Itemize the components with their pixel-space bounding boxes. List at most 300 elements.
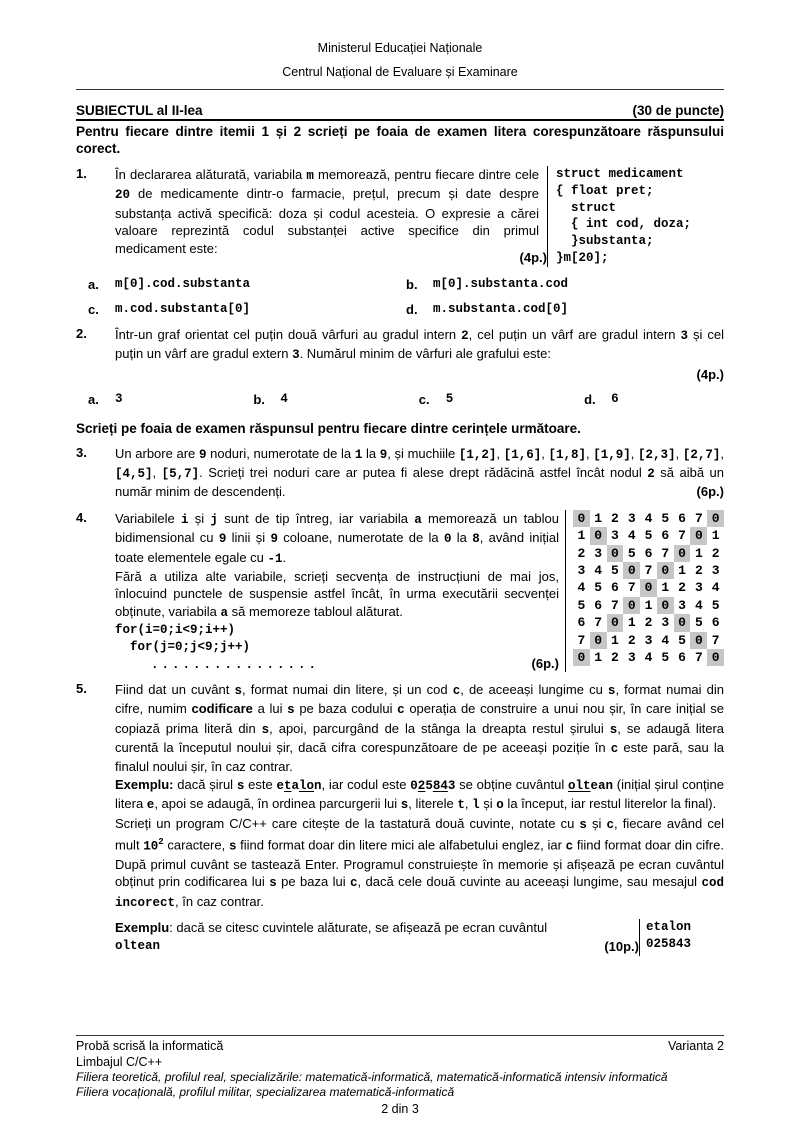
question-4-matrix [566,510,724,672]
text-segment-m: oltean [115,939,161,954]
question-4-paragraph-2 [115,568,559,622]
text-segment: , [541,445,549,461]
question-4-body [115,510,724,672]
text-segment-m: [2,7] [682,447,721,462]
matrix-cell: 0 [707,510,724,527]
text-segment: , [496,445,504,461]
question-2-text [115,326,724,365]
matrix-cell: 5 [694,615,703,631]
text-segment-m: j [210,512,218,527]
text-segment-m: e [276,778,284,793]
option-d-label: d. [584,391,596,407]
matrix-cell: 7 [627,580,636,596]
matrix-cell: 0 [607,545,624,562]
code-line: }substanta; [556,234,654,249]
text-segment: pe baza codului [294,701,398,717]
matrix-cell: 0 [623,597,640,614]
matrix-cell: 1 [678,562,686,578]
text-segment: memorează un tablou bidimensional cu [115,510,559,546]
matrix-cell: 0 [573,649,590,666]
text-segment-m: 3 [292,348,300,363]
question-3-number: 3. [76,444,87,460]
subject-title-row [76,103,724,121]
footer-exam-type: Probă scrisă la informatică [76,1039,224,1053]
text-segment-m: ean [590,778,614,793]
question-1-points: (4p.) [512,249,547,266]
matrix-row [573,527,724,544]
text-segment: , iar codul este [321,776,411,792]
page-number: 2 din 3 [381,1102,419,1116]
text-segment-m: 5 [425,778,433,793]
text-segment: la început, iar restul literelor la final). [503,796,717,812]
text-segment-m: 9 [379,447,388,462]
text-segment: se obține cuvântul [455,776,568,792]
text-segment-msup: 2 [158,837,164,848]
text-segment: coloane, numerotate de la [277,530,444,546]
question-3-text [115,445,724,501]
text-segment-m: cod incorect [115,876,724,910]
matrix-cell: 6 [678,510,686,526]
code-line: for(i=0;i<9;i++) [115,623,236,638]
matrix-cell: 7 [644,562,653,578]
matrix-cell: 4 [644,510,653,526]
text-segment: la [451,530,473,546]
matrix-cell: 1 [694,545,703,561]
text-segment-m: s [579,817,587,832]
text-segment: . Scrieți trei noduri care ar putea fi alese drept rădăcină astfel încât nodul [199,465,648,480]
matrix-cell: 2 [577,545,586,561]
text-segment-m: t [457,798,465,813]
matrix-cell: 0 [590,527,607,544]
option-a-value: 3 [115,391,123,406]
option-d-label: d. [406,301,418,317]
text-segment: la [362,445,380,461]
text-segment: , dacă cele două cuvinte au aceeași lungime, sau mesajul [357,874,702,890]
matrix-cell: 1 [661,580,670,596]
text-segment-m: s [261,722,270,737]
text-segment-m: 20 [115,188,131,203]
matrix-cell: 6 [577,615,586,631]
text-segment: (inițial șirul conține litera [115,776,724,812]
matrix-cell: 3 [694,580,703,596]
text-segment: , apoi se adaugă, în ordinea parcurgerii lui [154,796,401,812]
matrix-cell: 1 [577,528,586,544]
option-c-value: 5 [445,391,454,406]
page-footer [76,1035,724,1116]
matrix-row [573,614,724,631]
matrix-cell: 0 [640,579,657,596]
matrix-cell: 4 [577,580,586,596]
io-input-line-2: 025843 [646,937,692,952]
text-segment: , și muchiile [387,445,459,461]
option-d-value: 6 [611,391,619,406]
question-1-code-block [548,166,724,267]
footer-language: Limbajul C/C++ [76,1054,163,1069]
text-segment: este [244,776,277,792]
text-segment: . Numărul minim de vârfuri ale grafului este: [299,346,552,362]
ministry-header: Ministerul Educației Naționale [317,41,483,55]
text-segment: , cel puțin un vârf are gradul intern [468,326,681,342]
text-segment: pe baza lui [276,874,350,890]
text-segment-m: s [287,703,295,718]
matrix-cell: 5 [711,597,720,613]
text-segment: , de aceeași lungime cu [460,681,608,697]
matrix-cell: 4 [661,632,670,648]
text-segment: , [152,465,162,480]
question-1-options-row-2 [76,302,724,317]
option-a [88,392,253,407]
text-segment: și [586,815,607,831]
matrix-cell: 5 [594,580,603,596]
text-segment: , [585,445,594,461]
matrix-cell: 3 [678,597,686,613]
matrix-cell: 6 [594,597,603,613]
text-segment-m: c [452,683,461,698]
text-segment: dacă șirul [173,776,237,792]
text-segment-m: i [181,512,189,527]
text-segment: Într-un graf orientat cel puțin două vârfuri au gradul intern [115,326,462,342]
matrix-cell: 1 [711,528,720,544]
question-4-left-column [115,510,565,672]
question-4 [76,510,724,672]
matrix-cell: 6 [611,580,619,596]
question-2-points: (4p.) [696,366,724,382]
text-segment-mu: l [298,778,307,793]
question-4-code-block [115,622,559,656]
text-segment-m: e [146,798,155,813]
matrix-cell: 3 [661,615,670,631]
footer-track-2: Filiera vocațională, profilul militar, specializarea matematică-informatică [76,1084,455,1099]
matrix-cell: 0 [674,545,691,562]
matrix-cell: 4 [594,562,603,578]
text-segment-m: 2 [461,328,469,343]
section-2-instructions: Scrieți pe foaia de examen răspunsul pentru fiecare dintre cerințele următoare. [76,420,581,436]
matrix-cell: 2 [611,510,619,526]
matrix-cell: 3 [627,649,636,665]
question-5-body [115,681,724,956]
option-d [406,302,724,317]
question-2-number: 2. [76,325,87,341]
text-segment: linii și [226,530,271,546]
text-segment: , literele [408,796,458,812]
matrix-row [573,597,724,614]
question-4-number: 4. [76,509,87,525]
matrix-row [573,562,724,579]
text-segment-m: 9 [270,532,278,547]
text-segment: să memoreze tabloul alăturat. [228,603,403,619]
text-segment-m: 3 [447,778,456,793]
text-segment: de medicamente dintr-o farmacie, prețul, precum și date despre substanța activă specifică: doza și codul acesteia. O expresie a cărei valoare reprezintă codul substanței active specifice din primul medicament este: [115,186,539,256]
subject-points: (30 de puncte) [632,103,724,118]
text-segment: Fiind dat un cuvânt [115,681,235,697]
matrix-cell: 1 [594,510,603,526]
question-5-task-paragraph [115,815,724,912]
text-segment-m: c [565,839,574,854]
question-1-text [115,166,547,267]
code-line: for(j=0;j<9;j++) [115,640,251,655]
option-b-value: m[0].substanta.cod [433,276,569,291]
code-line: { float pret; [556,183,654,198]
question-5-number: 5. [76,680,87,696]
matrix-cell: 0 [690,632,707,649]
text-segment-m: s [236,778,245,793]
matrix-cell: 2 [678,580,686,596]
matrix-cell: 0 [707,649,724,666]
text-segment: , fiecare având cel mult [115,815,724,853]
matrix-row [573,632,724,649]
matrix-cell: 1 [627,615,636,631]
matrix-cell: 6 [644,545,653,561]
text-segment-m: -1 [267,551,283,566]
matrix-cell: 7 [711,632,720,648]
matrix-cell: 4 [644,649,653,665]
text-segment-m: c [606,817,615,832]
text-segment-m: s [400,798,409,813]
text-segment-b: Exemplu: [115,776,174,792]
text-segment-m: a [414,512,422,527]
option-c [419,392,584,407]
matrix-cell: 2 [694,562,703,578]
question-1-options-row-1 [76,277,724,292]
text-segment-m: [1,2] [458,447,497,462]
io-input-line-1: etalon [646,920,692,935]
question-3-body [115,445,724,501]
question-5-example-paragraph [115,776,724,815]
text-segment-m: [4,5] [115,467,153,481]
text-segment: operația de construire a unui nou șir, în care inițial se copiază prima literă din [115,701,725,736]
text-segment: , [630,445,639,461]
center-header: Centrul Național de Evaluare și Examinare [282,65,518,79]
matrix-row [573,649,724,666]
matrix-cell: 2 [711,545,720,561]
text-segment-mu: 8 [432,778,441,793]
matrix-cell: 7 [594,615,603,631]
text-segment-mu: 2 [417,778,426,793]
matrix-cell: 5 [577,597,586,613]
text-segment: caractere, [163,837,229,853]
text-segment-m: [1,8] [548,447,586,462]
text-segment-m: 1 [354,447,363,462]
text-segment: , [675,445,683,461]
option-b [253,392,418,407]
text-segment-m: a [291,778,299,793]
matrix-cell: 3 [711,562,720,578]
text-segment: , format numai din litere, și un cod [241,681,453,697]
matrix-cell: 4 [694,597,703,613]
matrix-row [573,579,724,596]
text-segment: : dacă se citesc cuvintele alăturate, se afișează pe ecran cuvântul [169,920,548,936]
question-4-dots-row [115,656,559,672]
text-segment-m: 9 [218,532,227,547]
matrix-cell: 7 [694,649,703,665]
question-3 [76,445,724,501]
text-segment-m: s [228,839,237,854]
text-segment: , [464,796,473,812]
text-segment-mu: o [306,778,315,793]
text-segment: , având inițial toate elementele egale cu [115,530,559,565]
text-segment-m: 10 [143,839,159,854]
text-segment-m: s [234,683,242,698]
text-segment-m: [1,9] [593,447,631,462]
matrix-cell: 7 [678,528,686,544]
option-a-value: m[0].cod.substanta [115,276,251,291]
code-line: }m[20]; [556,250,609,265]
text-segment: Scrieți un program C/C++ care citește de la tastatură două cuvinte, notate cu [115,815,580,831]
text-segment: , în caz contrar. [175,893,264,909]
text-segment: memorează, pentru fiecare dintre cele [313,167,539,182]
matrix-cell: 7 [661,545,670,561]
text-segment: Variabilele [115,510,181,526]
question-5-io-input-block [640,919,691,956]
text-segment-m: 9 [198,447,207,462]
footer-row-1 [76,1039,724,1055]
matrix-cell: 0 [690,527,707,544]
text-segment: a lui [252,701,288,717]
question-3-points: (6p.) [689,483,724,500]
matrix-cell: 1 [644,597,653,613]
footer-variant: Varianta 2 [667,1039,724,1053]
text-segment: . [282,549,287,565]
text-segment: , se adaugă litera curentă la începutul noului șir, dacă cifra corespunzătoare de pe aceeași poziție în [115,720,725,756]
question-5-io-example-text [115,919,639,956]
question-4-points: (6p.) [531,655,559,671]
text-segment: noduri, numerotate de la [206,445,355,461]
text-segment-m: c [610,742,619,757]
question-1-number: 1. [76,166,87,181]
text-segment: Fără a utiliza alte variabile, scrieți secvența de instrucțiuni de mai jos, înlocuind punctele de suspensie astfel încât, în urma executării secvenței obținute, variabila [115,569,559,619]
matrix-cell: 4 [627,528,636,544]
section-1-instructions: Pentru fiecare dintre itemii 1 și 2 scrieți pe foaia de examen litera corespunzătoare răspunsului corect. [76,124,724,156]
text-segment-m: c [350,876,358,891]
text-segment-mu: olt [567,778,591,793]
text-segment-m: [5,7] [161,467,200,481]
text-segment: să aibă un număr minim de descendenți. [115,465,724,500]
ellipsis-placeholder: ................ [151,657,320,672]
matrix-cell: 7 [577,632,586,648]
text-segment-b: Exemplu [115,920,170,936]
text-segment-m: n [314,778,322,793]
matrix-cell: 3 [577,562,586,578]
matrix-cell: 2 [644,615,653,631]
matrix-cell: 6 [711,615,720,631]
matrix-cell: 0 [623,562,640,579]
text-segment: fiind format doar din litere mici ale alfabetului englez, iar [236,837,566,853]
text-segment: și cel puțin un vârf are gradul extern [115,326,724,362]
text-segment-m: o [496,798,504,813]
text-segment-m: s [609,722,618,737]
matrix-cell: 5 [611,562,619,578]
matrix-cell: 5 [661,649,670,665]
question-1 [76,166,724,267]
matrix-cell: 0 [573,510,590,527]
matrix-cell: 3 [644,632,653,648]
text-segment: și [479,796,497,812]
matrix-cell: 5 [678,632,686,648]
option-d [584,392,724,407]
option-c-label: c. [418,391,430,407]
question-4-paragraph-1 [115,510,559,568]
option-c-label: c. [88,301,99,317]
matrix-cell: 5 [661,510,670,526]
text-segment-m: [2,3] [638,447,676,462]
matrix-cell: 0 [674,614,691,631]
matrix-row [573,545,724,562]
text-segment-m: 8 [472,532,480,547]
text-segment-mu: 4 [440,778,448,793]
text-segment: , [720,445,724,461]
matrix-cell: 3 [611,528,619,544]
code-line: { int cod, doza; [556,217,692,232]
text-segment: și [188,510,211,526]
option-c [88,302,406,317]
matrix-cell: 7 [611,597,619,613]
question-2 [76,326,724,382]
matrix-row [573,510,724,527]
matrix-cell: 1 [594,649,603,665]
matrix-cell: 4 [711,580,720,596]
option-b-label: b. [406,276,418,292]
footer-divider [76,1035,724,1036]
text-segment: este pară, sau la finalul noului șir, în caz contrar. [115,740,724,775]
matrix-cell: 0 [657,597,674,614]
text-segment-m: [1,6] [503,447,542,462]
text-segment-m: l [472,798,480,813]
option-b [406,277,724,292]
matrix-cell: 6 [661,528,670,544]
option-b-value: 4 [280,391,288,406]
text-segment-m: a [220,605,229,620]
text-segment-mu: t [283,778,292,793]
text-segment: Un arbore are [115,445,199,461]
matrix-cell: 0 [590,632,607,649]
footer-track-1: Filiera teoretică, profilul real, specializările: matematică-informatică, matematică-informatică intensiv informatică [76,1070,668,1084]
text-segment-m: s [607,683,616,698]
matrix-cell: 5 [644,528,653,544]
question-2-options-row [76,392,724,407]
option-b-label: b. [253,391,265,407]
matrix-cell: 3 [627,510,636,526]
text-segment-b: codificare [191,701,253,717]
text-segment: , apoi, parcurgând de la stânga la dreapta restul șirului [269,720,610,736]
matrix-cell: 6 [678,649,686,665]
option-a-label: a. [88,276,99,292]
matrix-cell: 3 [594,545,603,561]
text-segment-m: m [306,169,314,183]
matrix-cell: 5 [627,545,636,561]
text-segment-m: c [397,703,405,718]
matrix-cell: 0 [657,562,674,579]
question-1-body [115,166,724,267]
question-2-body [115,326,724,382]
matrix-cell: 7 [694,510,703,526]
option-c-value: m.cod.substanta[0] [115,301,251,316]
subject-title: SUBIECTUL al II-lea [76,103,203,118]
question-5 [76,681,724,956]
code-line: struct medicament [556,167,684,181]
code-line: struct [556,200,617,215]
text-segment: sunt de tip întreg, iar variabila [217,510,415,526]
text-segment-m: 2 [647,467,655,481]
question-5-points: (10p.) [596,938,639,955]
header-divider [76,89,724,90]
text-segment-m: 3 [680,328,689,343]
option-d-value: m.substanta.cod[0] [433,301,569,316]
text-segment: fiind format doar din cifre. După primul cuvânt se tastează Enter. Programul construiește în memorie și afișează pe ecran cuvântul obținut prin codificarea lui [115,837,724,890]
matrix-cell: 1 [611,632,619,648]
text-segment-m: s [269,876,277,891]
matrix-cell: 2 [611,649,619,665]
text-segment: , format numai din cifre, numim [115,681,724,717]
